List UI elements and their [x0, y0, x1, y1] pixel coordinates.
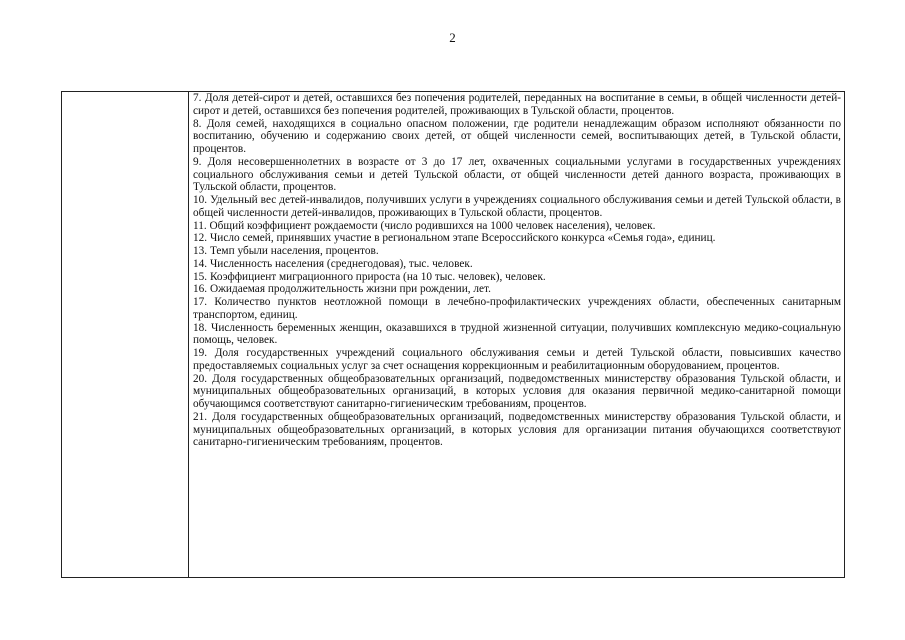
indicator-item-15: 15. Коэффициент миграционного прироста (на 10 тыс. человек), человек.: [193, 270, 546, 283]
indicators-table: [61, 91, 845, 578]
page-number: 2: [449, 30, 456, 45]
indicator-item-21: 21. Доля государственных общеобразовательных организаций, подведомственных министерству образования Тульской области, и муниципальных общеобразовательных организаций, в которых условия для организации питания обучающихся соответствуют санитарно-гигиеническим требованиям, процентов.: [193, 410, 841, 449]
indicator-item-9: 9. Доля несовершеннолетних в возрасте от 3 до 17 лет, охваченных социальными услугами в государственных учреждениях социального обслуживания семьи и детей Тульской области, от общей численности детей данного возраста, проживающих в Тульской области, процентов.: [193, 155, 841, 194]
indicator-item-17: 17. Количество пунктов неотложной помощи в лечебно-профилактических учреждениях области, обеспеченных санитарным транспортом, единиц.: [193, 296, 841, 321]
indicator-item-12: 12. Число семей, принявших участие в региональном этапе Всероссийского конкурса «Семья года», единиц.: [193, 232, 716, 245]
indicator-item-13: 13. Темп убыли населения, процентов.: [193, 245, 379, 257]
indicator-item-10: 10. Удельный вес детей-инвалидов, получивших услуги в учреждениях социального обслуживания семьи и детей Тульской области, в общей численности детей-инвалидов, проживающих в Тульской области, процентов.: [193, 194, 841, 219]
empty-label-cell: [62, 92, 189, 577]
indicator-item-14: 14. Численность населения (среднегодовая), тыс. человек.: [193, 257, 473, 270]
indicator-item-8: 8. Доля семей, находящихся в социально опасном положении, где родители ненадлежащим образом исполняют обязанности по воспитанию, обучению и содержанию своих детей, от общей численности семей, воспитывающих детей, в Тульской области, процентов.: [193, 117, 841, 155]
indicator-item-11: 11. Общий коэффициент рождаемости (число родившихся на 1000 человек населения), человек.: [193, 219, 656, 232]
indicators-cell: [189, 92, 844, 577]
indicator-item-19: 19. Доля государственных учреждений социального обслуживания семьи и детей Тульской области, повысивших качество предоставляемых социальных услуг за счет оснащения коррекционным и реабилитационным оборудованием, процентов.: [193, 347, 841, 372]
indicator-item-7: 7. Доля детей-сирот и детей, оставшихся без попечения родителей, переданных на воспитание в семьи, в общей численности детей-сирот и детей, оставшихся без попечения родителей, проживающих в Тульской области, процентов.: [193, 92, 841, 117]
indicator-item-16: 16. Ожидаемая продолжительность жизни при рождении, лет.: [193, 283, 491, 296]
indicator-item-20: 20. Доля государственных общеобразовательных организаций, подведомственных министерству образования Тульской области, и муниципальных общеобразовательных организаций, в которых условия для оказания первичной медико-санитарной помощи обучающимся соответствуют санитарно-гигиеническим требованиям, процентов.: [193, 372, 841, 410]
indicator-item-18: 18. Численность беременных женщин, оказавшихся в трудной жизненной ситуации, получивших комплексную медико-социальную помощь, человек.: [193, 321, 841, 347]
